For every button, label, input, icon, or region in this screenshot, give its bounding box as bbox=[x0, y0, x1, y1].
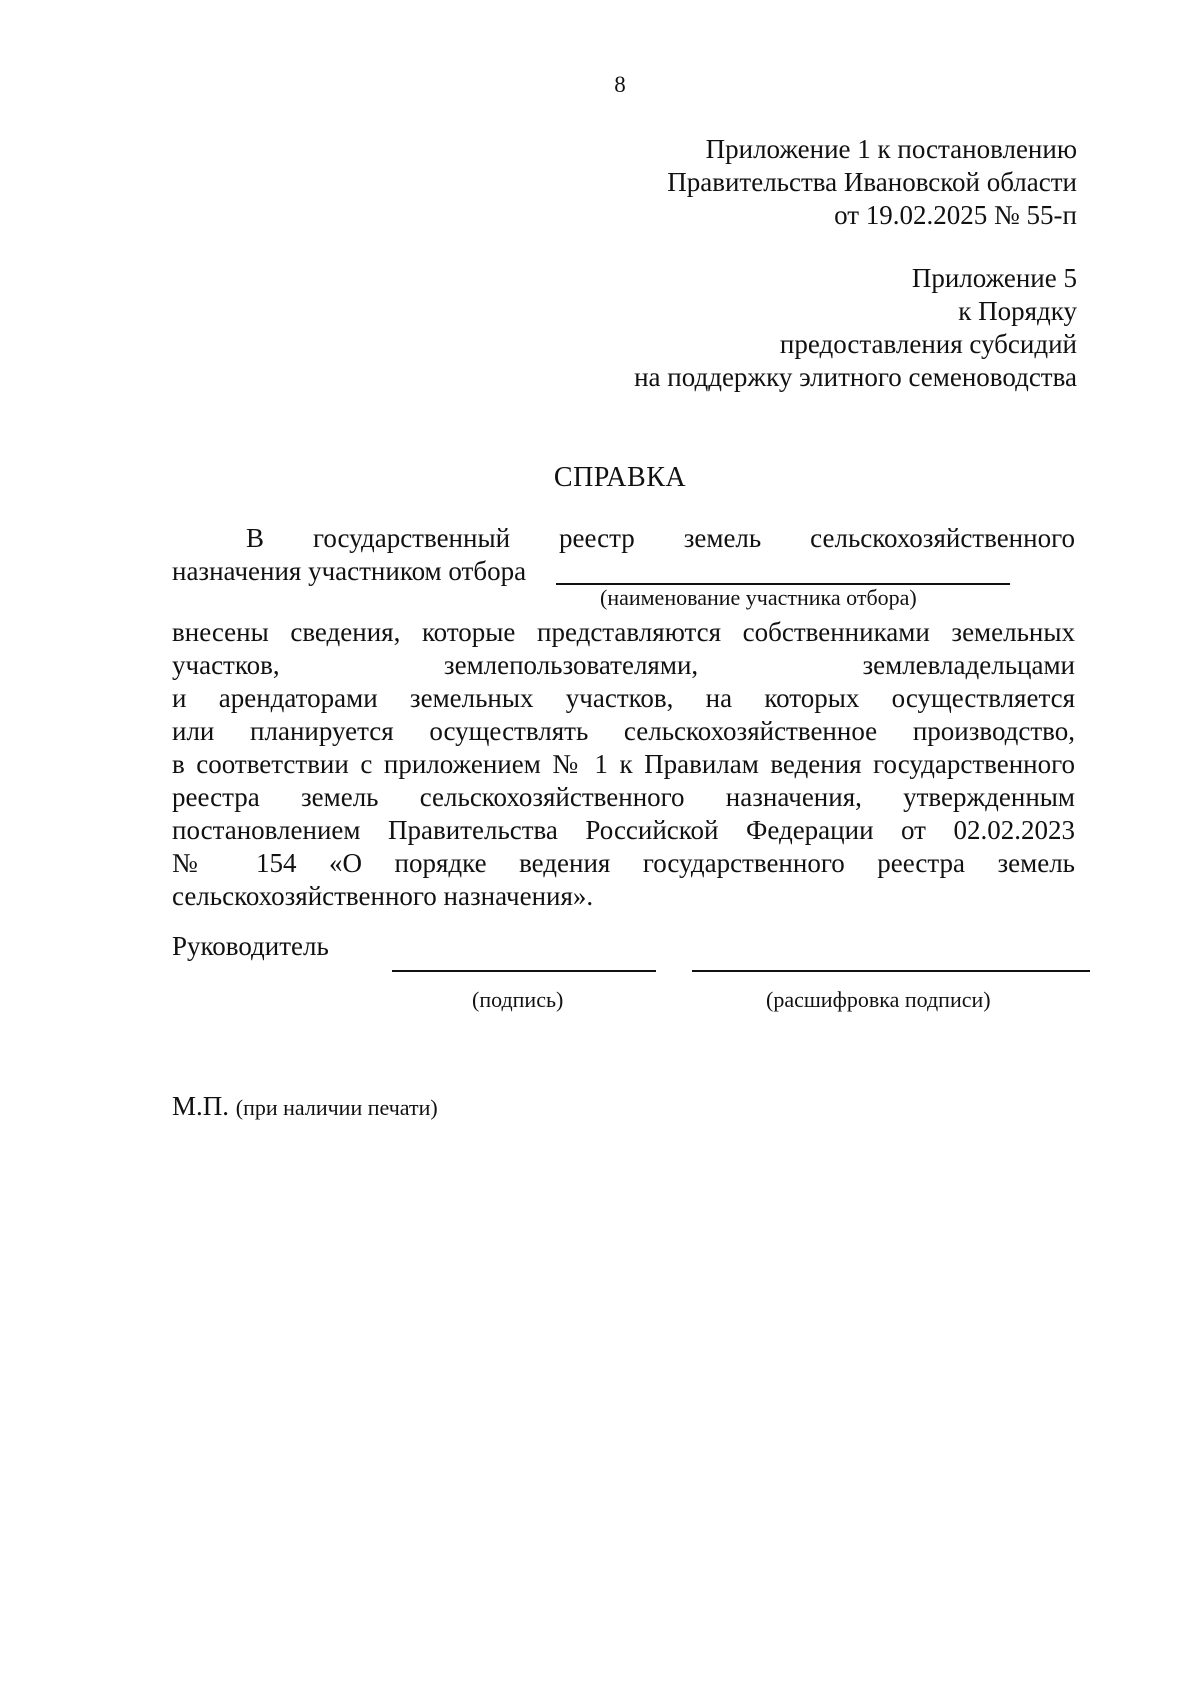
stamp-note: (при наличии печати) bbox=[235, 1095, 438, 1120]
body-line: и арендаторами земельных участков, на которых осуществляется bbox=[172, 683, 1075, 713]
body-line: участков, землепользователями, землевладельцами bbox=[172, 650, 1075, 680]
participant-caption: (наименование участника отбора) bbox=[600, 585, 917, 610]
body-line: или планируется осуществлять сельскохозяйственное производство, bbox=[172, 716, 1075, 746]
intro-line-1: В государственный реестр земель сельскохозяйственного bbox=[246, 523, 1075, 553]
signature-decoding-field-line bbox=[692, 970, 1090, 972]
body-line: в соответствии с приложением № 1 к Правилам ведения государственного bbox=[172, 749, 1075, 779]
document-title: СПРАВКА bbox=[553, 462, 687, 493]
appendix-header-line: Приложение 1 к постановлению bbox=[705, 134, 1077, 164]
appendix-header-line: от 19.02.2025 № 55-п bbox=[834, 200, 1077, 230]
signatory-role: Руководитель bbox=[172, 931, 329, 961]
intro-line-2: назначения участником отбора bbox=[172, 556, 527, 586]
appendix-sub-line: Приложение 5 bbox=[911, 263, 1077, 293]
body-line: постановлением Правительства Российской Федерации от 02.02.2023 bbox=[172, 815, 1075, 845]
page-number: 8 bbox=[614, 72, 626, 97]
stamp-placeholder bbox=[172, 1090, 1075, 1124]
appendix-subheader bbox=[517, 262, 1077, 394]
signature-caption: (подпись) bbox=[472, 987, 564, 1012]
appendix-header bbox=[517, 133, 1077, 232]
body-line: реестра земель сельскохозяйственного назначения, утвержденным bbox=[172, 782, 1075, 812]
body-line: внесены сведения, которые представляются собственниками земельных bbox=[172, 617, 1075, 647]
body-line: сельскохозяйственного назначения». bbox=[172, 881, 594, 911]
appendix-sub-line: к Порядку bbox=[958, 296, 1077, 326]
appendix-sub-line: на поддержку элитного семеноводства bbox=[634, 362, 1077, 392]
body-line: № 154 «О порядке ведения государственного реестра земель bbox=[172, 848, 1075, 878]
signature-decoding-caption: (расшифровка подписи) bbox=[766, 987, 991, 1012]
stamp-label: М.П. bbox=[172, 1091, 230, 1121]
appendix-sub-line: предоставления субсидий bbox=[779, 329, 1077, 359]
appendix-header-line: Правительства Ивановской области bbox=[667, 167, 1077, 197]
signature-field-line bbox=[392, 970, 656, 972]
